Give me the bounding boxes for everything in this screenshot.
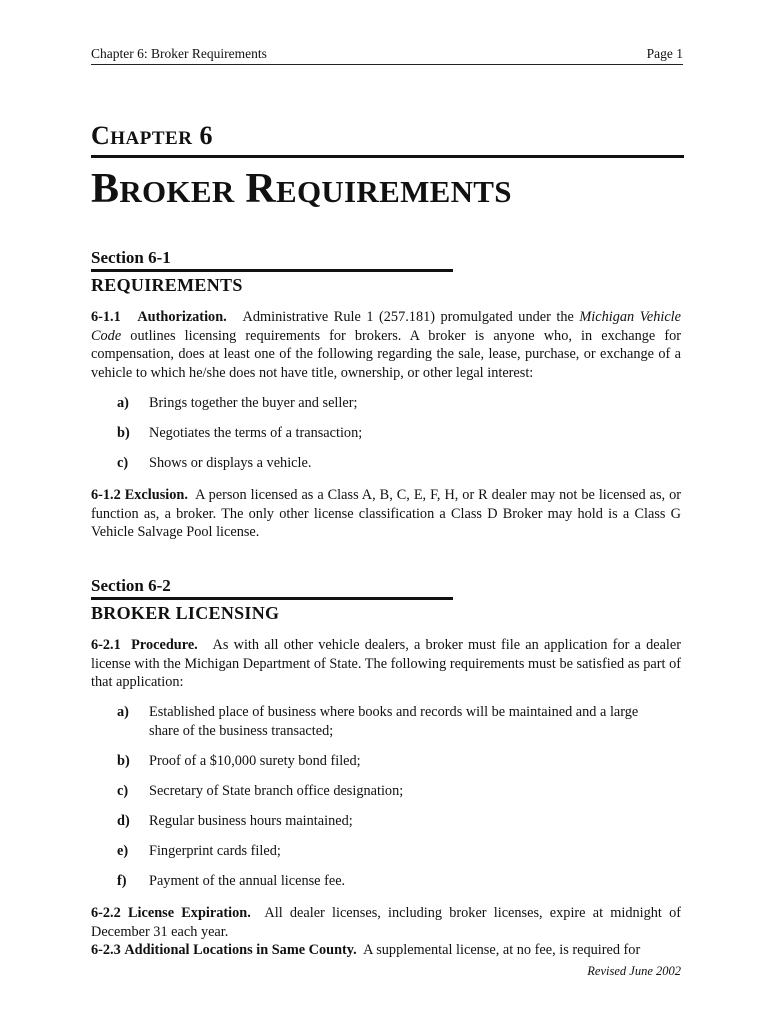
para-heading: Additional Locations in Same County. [124,942,357,958]
list-marker: e) [117,843,129,859]
section-6-1-heading [91,248,453,297]
list-item [117,424,677,443]
list-text: Established place of business where books and records will be maintained and a large share of the business transacted; [149,704,639,739]
paragraph-6-1-1 [91,308,681,382]
list-text: Shows or displays a vehicle. [149,455,312,471]
list-item [117,394,677,413]
chapter-number: 6 [199,121,213,150]
list-text: Proof of a $10,000 surety bond filed; [149,753,361,769]
para-text: As with all other vehicle dealers, a broker must file an application for a dealer license with the Michigan Department of State. The following requirements must be satisfied as part of that application: [91,637,682,691]
chapter-label-rest: HAPTER [110,128,193,149]
list-marker: a) [117,395,129,411]
list-marker: c) [117,455,129,471]
para-text: Administrative Rule 1 (257.181) promulgated under the [242,309,574,325]
section-title: BROKER LICENSING [91,603,280,623]
paragraph-6-2-2 [91,904,681,941]
para-text: outlines licensing requirements for brokers. A broker is anyone who, in exchange for compensation, does at least one of the following regarding the sale, lease, purchase, or exchange of a vehicle to which he/she does not have title, ownership, or other legal interest: [91,327,681,381]
list-text: Negotiates the terms of a transaction; [149,425,363,441]
para-number: 6-1.1 [91,309,121,325]
section-number: Section 6-2 [91,576,453,600]
chapter-title [91,164,512,217]
para-number: 6-2.1 [91,637,121,653]
list-marker: b) [117,753,130,769]
list-text: Regular business hours maintained; [149,813,353,829]
list-marker: a) [117,704,129,720]
list-text: Fingerprint cards filed; [149,843,281,859]
header-chapter-title: Chapter 6: Broker Requirements [91,46,267,61]
para-heading: Procedure. [131,637,198,653]
paragraph-6-2-1 [91,636,681,692]
para-heading: Exclusion. [124,487,188,503]
section-number: Section 6-1 [91,248,453,272]
para-number: 6-2.3 [91,942,121,958]
list-item [117,752,677,771]
paragraph-6-1-2 [91,486,681,542]
para-text: All dealer licenses, including broker licenses, expire at midnight of December 31 each year. [91,905,681,940]
list-item [117,872,677,891]
para-text: A supplemental license, at no fee, is required for [363,942,641,958]
para-number: 6-1.2 [91,487,121,503]
running-header [91,44,683,65]
chapter-title-w1-rest: ROKER [119,174,235,209]
chapter-title-w1-initial: B [91,166,120,212]
list-item [117,454,677,473]
list-marker: b) [117,425,130,441]
para-heading: License Expiration. [128,905,251,921]
chapter-title-w2-initial: R [245,166,276,212]
list-marker: d) [117,813,130,829]
chapter-label [91,120,213,155]
section-title: REQUIREMENTS [91,275,243,295]
para-text: A person licensed as a Class A, B, C, E, F, H, or R dealer may not be licensed as, or function as, a broker. The only other license classification a Class D Broker may hold is a Class G Vehicle Salvage Pool license. [91,487,681,541]
chapter-rule [91,155,684,158]
section-6-2-heading [91,576,453,625]
paragraph-6-2-3 [91,941,681,960]
list-item [117,812,677,831]
list-text: Brings together the buyer and seller; [149,395,358,411]
list-item [117,842,677,861]
list-text: Payment of the annual license fee. [149,873,346,889]
header-page-number: Page 1 [646,46,683,61]
list-marker: f) [117,873,127,889]
chapter-label-initial: C [91,121,111,150]
list-marker: c) [117,783,129,799]
list-item [117,703,677,740]
para-italic-title: Michigan Vehicle Code [91,309,681,344]
chapter-title-w2-rest: EQUIREMENTS [275,174,512,209]
para-number: 6-2.2 [91,905,121,921]
revision-footer: Revised June 2002 [587,964,681,978]
list-item [117,782,677,801]
para-heading: Authorization. [137,309,227,325]
list-text: Secretary of State branch office designation; [149,783,404,799]
